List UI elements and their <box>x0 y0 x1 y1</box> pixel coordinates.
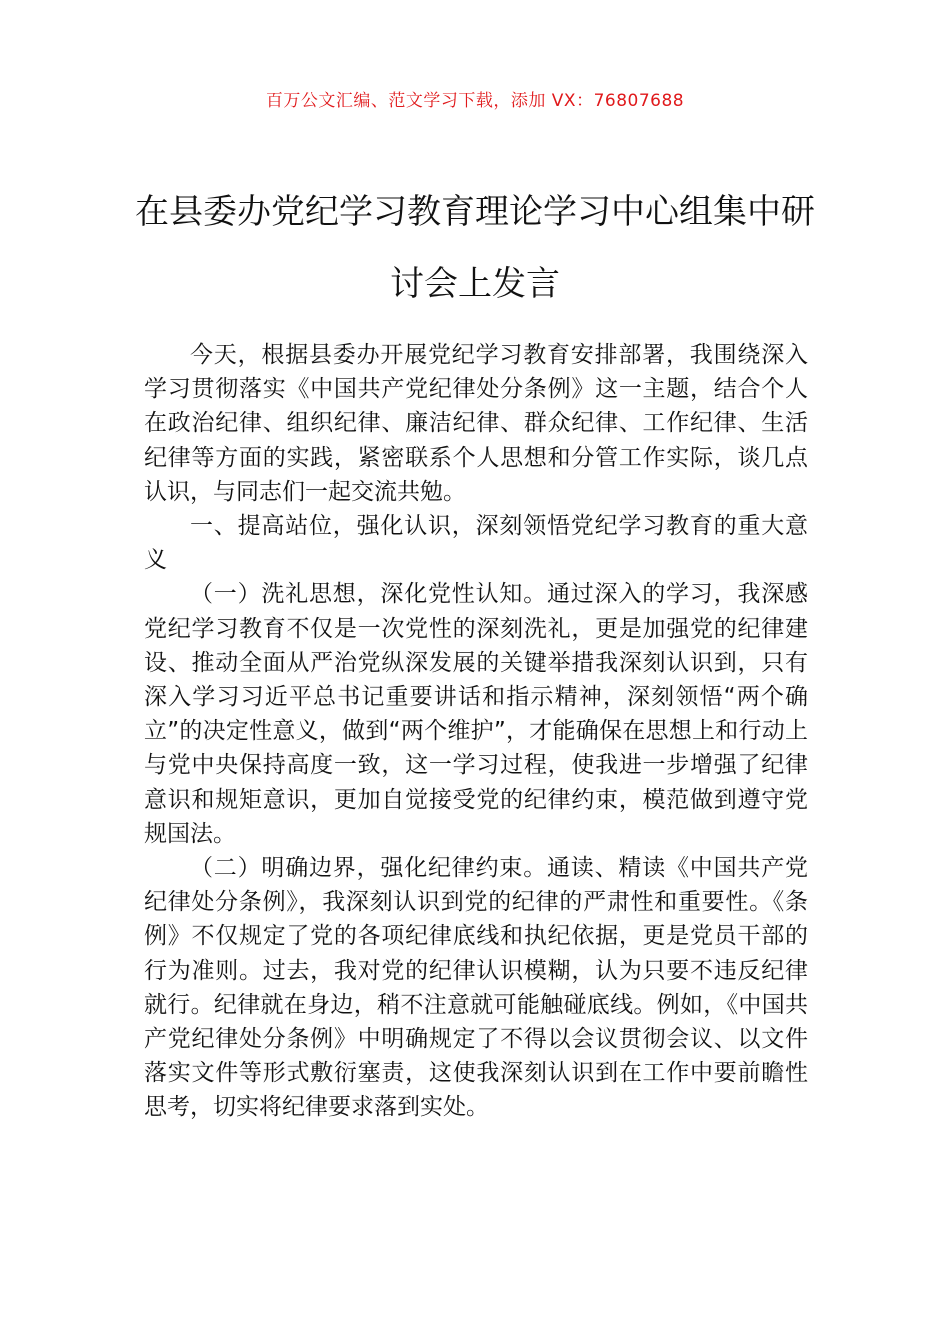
section-heading-1: 一、提高站位，强化认识，深刻领悟党纪学习教育的重大意义 <box>144 513 808 574</box>
paragraph-intro: 今天，根据县委办开展党纪学习教育安排部署，我围绕深入学习贯彻落实《中国共产党纪律处分条例》这一主题，结合个人在政治纪律、组织纪律、廉洁纪律、群众纪律、工作纪律、生活纪律等方面的实践，紧密联系个人思想和分管工作实际，谈几点认识，与同志们一起交流共勉。 <box>144 342 808 505</box>
document-body <box>144 338 808 1125</box>
paragraph-1-2: （二）明确边界，强化纪律约束。通读、精读《中国共产党纪律处分条例》，我深刻认识到党的纪律的严肃性和重要性。《条例》不仅规定了党的各项纪律底线和执纪依据，更是党员干部的行为准则。过去，我对党的纪律认识模糊，认为只要不违反纪律就行。纪律就在身边，稍不注意就可能触碰底线。例如，《中国共产党纪律处分条例》中明确规定了不得以会议贯彻会议、以文件落实文件等形式敷衍塞责，这使我深刻认识到在工作中要前瞻性思考，切实将纪律要求落到实处。 <box>144 855 808 1121</box>
paragraph-1-1: （一）洗礼思想，深化党性认知。通过深入的学习，我深感党纪学习教育不仅是一次党性的深刻洗礼，更是加强党的纪律建设、推动全面从严治党纵深发展的关键举措我深刻认识到，只有深入学习习近平总书记重要讲话和指示精神，深刻领悟“两个确立”的决定性意义，做到“两个维护”，才能确保在思想上和行动上与党中央保持高度一致，这一学习过程，使我进一步增强了纪律意识和规矩意识，更加自觉接受党的纪律约束，模范做到遵守党规国法。 <box>144 581 808 847</box>
header-note: 百万公文汇编、范文学习下载，添加 VX：76807688 <box>265 91 685 111</box>
page-title: 在县委办党纪学习教育理论学习中心组集中研讨会上发言 <box>135 192 815 304</box>
